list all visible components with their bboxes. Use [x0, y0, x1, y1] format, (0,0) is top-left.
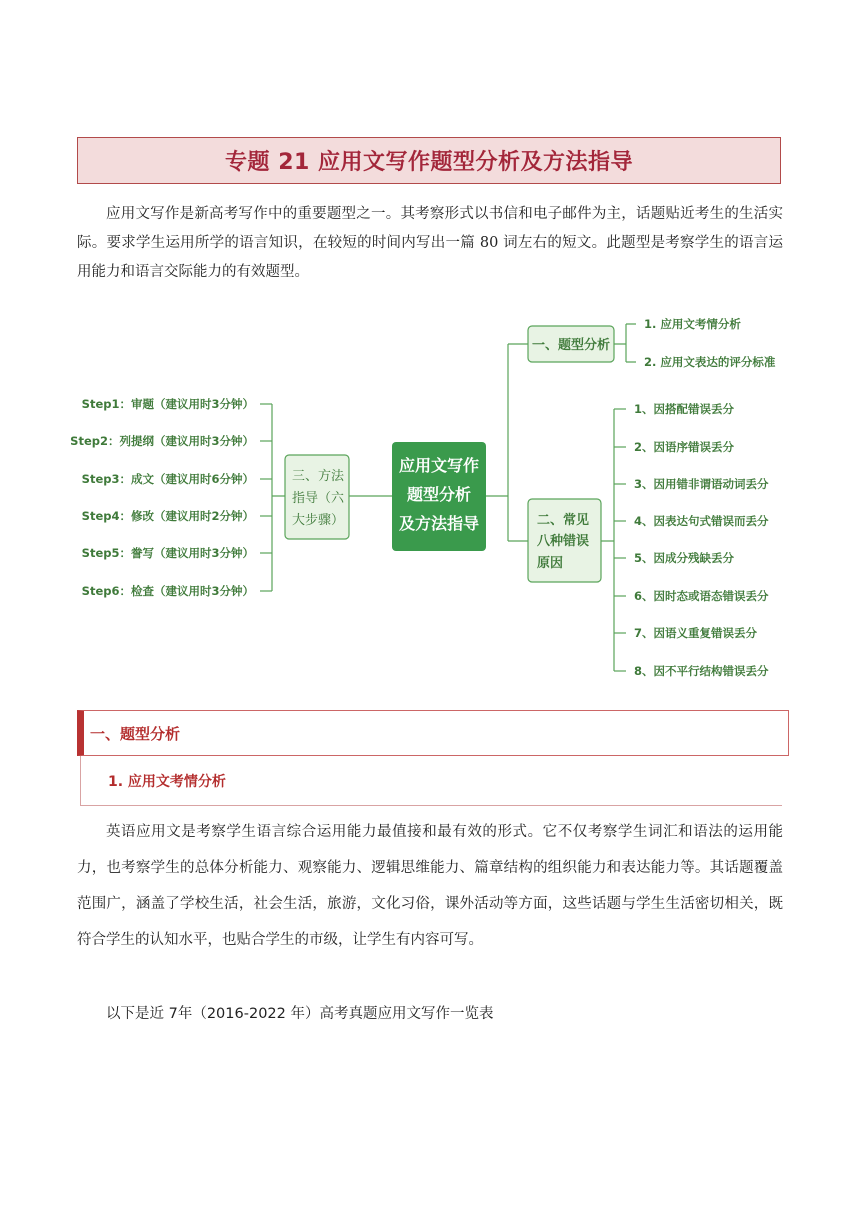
sub-heading: 1. 应用文考情分析 [108, 773, 226, 790]
method-step-4: Step4：修改（建议用时2分钟） [81, 509, 254, 523]
body-paragraph: 英语应用文是考察学生语言综合运用能力最值接和最有效的形式。它不仅考察学生词汇和语法的运用能力，也考察学生的总体分析能力、观察能力、逻辑思维能力、篇章结构的组织能力和表达能力等。其话题覆盖范围广，涵盖了学校生活，社会生活，旅游，文化习俗，课外活动等方面，这些话题与学生生活密切相关，既符合学生的认知水平，也贴合学生的市级，让学生有内容可写。 [77, 824, 783, 948]
errors-node-line-1: 二、常见 [537, 513, 590, 528]
error-item-8: 8、因不平行结构错误丢分 [634, 664, 769, 678]
error-item-5: 5、因成分残缺丢分 [634, 551, 735, 565]
error-item-3: 3、因用错非谓语动词丢分 [634, 477, 769, 491]
page-title: 专题 21 应用文写作题型分析及方法指导 [225, 150, 633, 175]
method-step-2: Step2：列提纲（建议用时3分钟） [70, 434, 254, 448]
intro-paragraph: 应用文写作是新高考写作中的重要题型之一。其考察形式以书信和电子邮件为主，话题贴近考生的生活实际。要求学生运用所学的语言知识，在较短的时间内写出一篇 80 词左右的短文。此题型是考察学生的语言运用能力和语言交际能力的有效题型。 [77, 206, 783, 280]
method-node-line-2: 指导（六 [292, 491, 345, 506]
mind-map [0, 300, 860, 700]
errors-node-line-2: 八种错误 [537, 534, 590, 549]
method-node-line-1: 三、方法 [292, 469, 345, 484]
title-banner [77, 137, 781, 184]
analysis-item-2: 2. 应用文表达的评分标准 [644, 355, 776, 369]
error-item-4: 4、因表达句式错误而丢分 [634, 514, 769, 528]
center-line-2: 题型分析 [406, 485, 472, 504]
method-step-3: Step3：成文（建议用时6分钟） [81, 472, 254, 486]
section-heading: 一、题型分析 [90, 724, 181, 743]
errors-node-line-3: 原因 [537, 556, 564, 571]
method-step-1: Step1：审题（建议用时3分钟） [81, 397, 254, 411]
error-item-6: 6、因时态或语态错误丢分 [634, 589, 769, 603]
section-heading-box [77, 710, 789, 756]
table-intro-line: 以下是近 7年（2016-2022 年）高考真题应用文写作一览表 [106, 1006, 494, 1022]
sub-heading-box [80, 756, 782, 806]
error-item-2: 2、因语序错误丢分 [634, 440, 735, 454]
error-item-1: 1、因搭配错误丢分 [634, 402, 735, 416]
method-node-line-3: 大步骤） [292, 513, 345, 528]
center-line-3: 及方法指导 [398, 514, 480, 533]
analysis-item-1: 1. 应用文考情分析 [644, 317, 741, 331]
method-step-6: Step6：检查（建议用时3分钟） [81, 584, 254, 598]
analysis-node-label: 一、题型分析 [531, 338, 611, 353]
center-line-1: 应用文写作 [398, 456, 480, 475]
method-step-5: Step5：誊写（建议用时3分钟） [81, 546, 254, 560]
error-item-7: 7、因语义重复错误丢分 [634, 626, 758, 640]
